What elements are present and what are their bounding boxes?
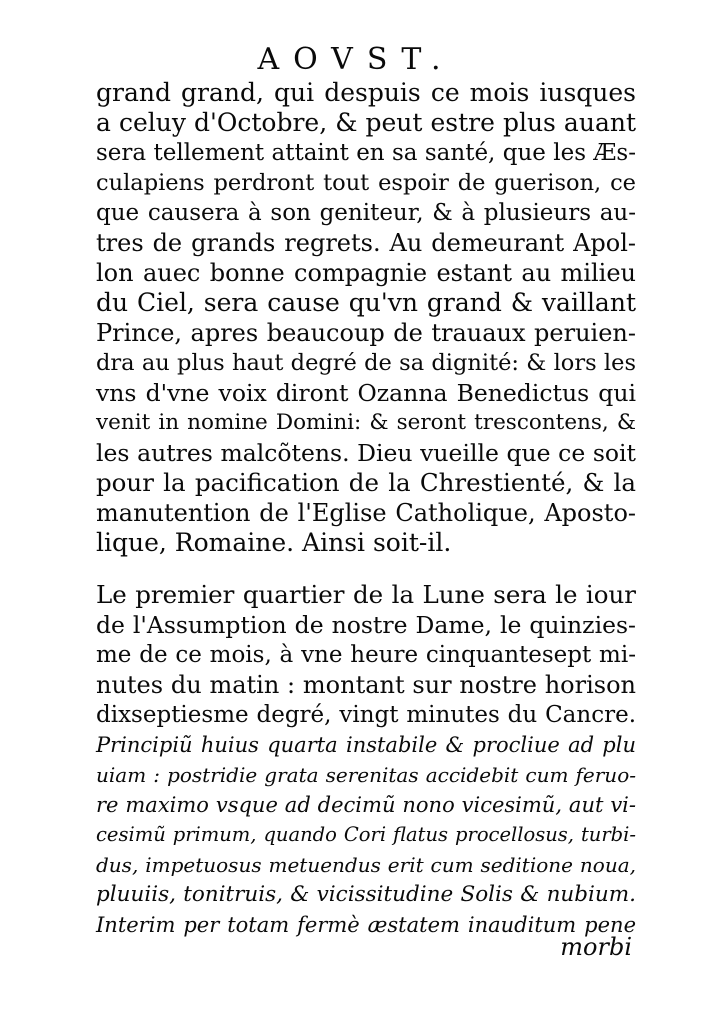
- text-line: sera tellement attaint en sa santé, que les Æs-: [96, 140, 636, 166]
- text-line: dixseptiesme degré, vingt minutes du Cancre.: [96, 702, 636, 728]
- latin-line: cesimũ primum, quando Cori flatus procellosus, turbi-: [96, 823, 636, 846]
- text-line: que causera à son geniteur, & à plusieurs au-: [96, 200, 636, 226]
- text-line: venit in nomine Domini: & seront trescontens, &: [96, 410, 636, 435]
- text-line: lon auec bonne compagnie estant au milieu: [96, 259, 636, 287]
- text-line: culapiens perdront tout espoir de guerison, ce: [96, 170, 636, 196]
- latin-line: Principiũ huius quarta instabile & procliue ad plu: [96, 733, 636, 757]
- running-head: AOVST.: [257, 42, 455, 77]
- text-line: grand grand, qui despuis ce mois iusques: [96, 78, 636, 107]
- latin-line: dus, impetuosus metuendus erit cum seditione noua,: [96, 853, 636, 877]
- paragraph-2: [96, 580, 636, 940]
- latin-line: re maximo vsque ad decimũ nono vicesimũ, aut vi-: [96, 793, 636, 817]
- text-line: Le premier quartier de la Lune sera le iour: [96, 580, 636, 609]
- text-line: du Ciel, sera cause qu'vn grand & vaillant: [96, 288, 636, 317]
- text-line: pour la pacification de la Chrestienté, & la: [96, 468, 636, 497]
- text-line: tres de grands regrets. Au demeurant Apol-: [96, 229, 636, 257]
- latin-line: Interim per totam fermè æstatem inauditum pene: [96, 913, 636, 937]
- text-line: nutes du matin : montant sur nostre horison: [96, 671, 636, 699]
- text-line: a celuy d'Octobre, & peut estre plus auant: [96, 108, 636, 137]
- text-line: de l'Assumption de nostre Dame, le quinzies-: [96, 611, 636, 639]
- text-line: dra au plus haut degré de sa dignité: & lors les: [96, 350, 636, 376]
- latin-line: uiam : postridie grata serenitas accidebit cum feruo-: [96, 763, 636, 787]
- latin-line: pluuiis, tonitruis, & vicissitudine Solis & nubium.: [96, 882, 636, 907]
- text-line: Prince, apres beaucoup de trauaux peruien-: [96, 319, 636, 347]
- text-line: lique, Romaine. Ainsi soit-il.: [96, 528, 452, 557]
- catchword: morbi: [560, 933, 632, 961]
- paragraph-1: [96, 78, 636, 558]
- text-line: les autres malcõtens. Dieu vueille que ce soit: [96, 439, 636, 467]
- text-line: me de ce mois, à vne heure cinquantesept mi-: [96, 642, 636, 668]
- text-line: manutention de l'Eglise Catholique, Aposto-: [96, 499, 636, 527]
- text-line: vns d'vne voix diront Ozanna Benedictus qui: [96, 379, 636, 407]
